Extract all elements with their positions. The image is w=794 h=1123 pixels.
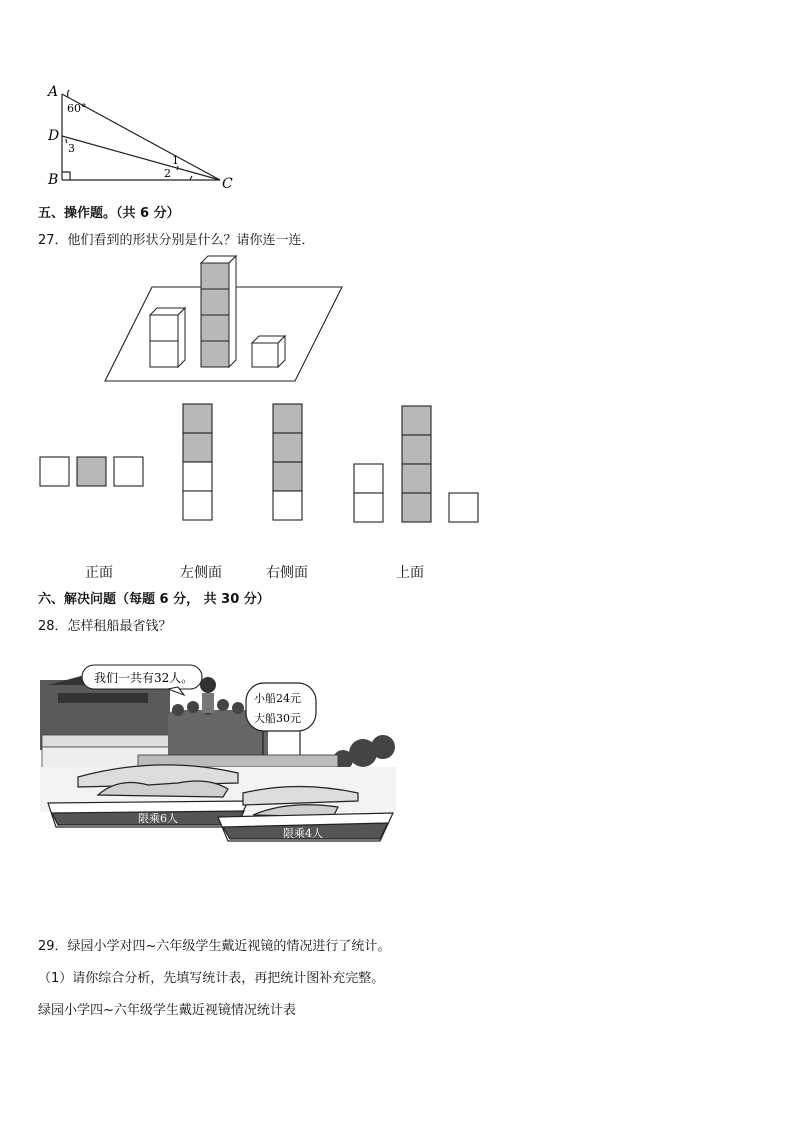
view-shapes-figure: [35, 400, 485, 528]
question-29: 29．绿园小学对四~六年级学生戴近视镜的情况进行了统计。: [38, 939, 391, 954]
angle-2-label: 2: [164, 167, 171, 180]
view-label-right: 右侧面: [266, 565, 308, 581]
question-29-part-1: （1）请你综合分析，先填写统计表，再把统计图补充完整。: [38, 971, 385, 986]
question-27: 27．他们看到的形状分别是什么？请你连一连．: [38, 233, 315, 248]
point-B-label: B: [48, 172, 59, 188]
point-C-label: C: [222, 176, 233, 192]
sign-small-boat-price: 小船24元: [254, 692, 301, 705]
boat-rental-illustration: [38, 655, 400, 845]
big-boat-capacity: 限乘6人: [138, 812, 178, 825]
question-28: 28．怎样租船最省钱？: [38, 619, 172, 634]
section-5-heading: 五、操作题。（共 6 分）: [38, 206, 180, 221]
cube-arrangement-figure: [100, 255, 350, 385]
angle-1-label: 1: [172, 154, 179, 167]
triangle-figure: [40, 80, 240, 195]
sign-big-boat-price: 大船30元: [254, 712, 301, 725]
section-6-heading: 六、解决问题（每题 6 分， 共 30 分）: [38, 592, 270, 607]
angle-3-label: 3: [68, 142, 75, 155]
small-boat-capacity: 限乘4人: [283, 827, 323, 840]
view-label-left: 左侧面: [180, 565, 222, 581]
point-D-label: D: [48, 128, 60, 144]
statistics-table-title: 绿园小学四~六年级学生戴近视镜情况统计表: [38, 1003, 296, 1018]
point-A-label: A: [48, 84, 59, 100]
speech-text: 我们一共有32人。: [94, 671, 194, 685]
view-label-front: 正面: [85, 565, 113, 581]
view-label-top: 上面: [396, 565, 424, 581]
angle-A-label: 60°: [67, 102, 87, 115]
